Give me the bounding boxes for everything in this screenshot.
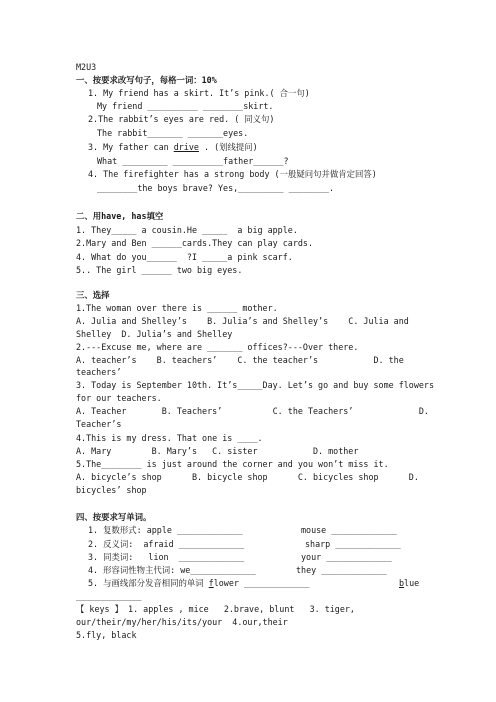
s2-line-3: 4. What do you______ ?I _____a pink scarf.	[76, 252, 293, 262]
s3-q2: 2.---Excuse me, where are _______ offices?---Over there.	[76, 342, 359, 352]
keys-line-2: our/their/my/her/his/its/your 4.our,their	[76, 617, 288, 627]
s4-line-2-right: sharp _____________	[305, 539, 401, 549]
section-2-heading: 二、用have, has填空	[76, 211, 164, 221]
s1-line-3: 2.The rabbit’s eyes are red. ( 同义句)	[88, 114, 275, 124]
section-1-heading: 一、按要求改写句子，每格一词：10%	[76, 75, 217, 85]
s1-line-6: What _________ __________father______?	[97, 156, 289, 166]
s4-line-5-prompt: 5. 与画线部分发音相同的单词	[88, 578, 209, 588]
s4-line-5-word: lower _____________	[213, 578, 310, 588]
s4-line-5	[88, 578, 310, 588]
underlined-letter-f: f	[208, 578, 214, 588]
s4-line-1-left: 1. 复数形式: apple _____________	[88, 525, 243, 535]
s1-line-1: 1. My friend has a skirt. It’s pink.( 合一句)	[88, 88, 310, 98]
s4-line-3-right: your _____________	[301, 552, 392, 562]
s4-line-4-left: 4. 形容词性物主代词: we_____________	[88, 565, 256, 575]
s3-q3-options-a: A. Teacher B. Teachers’ C. the Teachers’ D.	[76, 406, 429, 416]
s3-q3-options-b: Teacher’s	[76, 419, 122, 429]
doc-title: M2U3	[76, 62, 97, 72]
s4-line-5-blue-rest: lue	[404, 578, 420, 588]
s2-line-4: 5.. The girl ______ two big eyes.	[76, 265, 243, 275]
underlined-letter-b: b	[399, 578, 405, 588]
s1-line-8: ________the boys brave? Yes,_________ ________.	[97, 183, 334, 193]
s3-q5: 5.The________ is just around the corner and you won’t miss it.	[76, 459, 389, 469]
s3-q1-options-a: A. Julia and Shelley’s B. Julia’s and Shelley’s C. Julia and	[76, 316, 409, 326]
s3-q2-options-b: teachers’	[76, 367, 122, 377]
s4-line-5-blue	[399, 578, 419, 588]
s4-line-6: _____________	[76, 591, 142, 601]
s3-q5-options-b: bicycles’ shop	[76, 485, 147, 495]
s4-line-4-right: they _____________	[296, 565, 387, 575]
s3-q3-line-1: 3. Today is September 10th. It’s_____Day. Let’s go and buy some flowers	[76, 380, 434, 390]
s4-line-2-left: 2. 反义词: afraid _____________	[88, 539, 245, 549]
s1-line-5-a: 3. My father can	[88, 142, 174, 152]
s2-line-1: 1. They_____ a cousin.He _____ a big apple.	[76, 225, 298, 235]
s1-line-5-c: . (划线提问)	[198, 142, 258, 152]
s3-q2-options-a: A. teacher’s B. teachers’ C. the teacher’s D. the	[76, 355, 404, 365]
s3-q1: 1.The woman over there is ______ mother.	[76, 303, 278, 313]
s4-line-1-right: mouse _____________	[301, 525, 397, 535]
s3-q1-options-b: Shelley D. Julia’s and Shelley	[76, 329, 233, 339]
section-3-heading: 三、选择	[76, 290, 110, 300]
s1-line-5	[88, 142, 258, 152]
s1-line-4: The rabbit_______ _______eyes.	[97, 128, 249, 138]
s3-q4: 4.This is my dress. That one is ____.	[76, 433, 263, 443]
keys-line-1: 【 keys 】 1. apples , mice 2.brave, blunt 3. tiger,	[76, 604, 355, 614]
s2-line-2: 2.Mary and Ben ______cards.They can play cards.	[76, 238, 313, 248]
s4-line-3-left: 3. 同类词: lion _____________	[88, 552, 245, 562]
s3-q4-options: A. Mary B. Mary’s C. sister D. mother	[76, 446, 359, 456]
keys-line-3: 5.fly, black	[76, 630, 137, 640]
underlined-word: drive	[173, 142, 199, 152]
s1-line-7: 4. The firefighter has a strong body (一般疑问句并做肯定回答)	[88, 169, 377, 179]
s3-q5-options-a: A. bicycle’s shop B. bicycle shop C. bicycles shop D.	[76, 472, 419, 482]
section-4-heading: 四、按要求写单词。	[76, 512, 152, 522]
s3-q3-line-2: for our teachers.	[76, 393, 162, 403]
s1-line-2: My friend __________ ________skirt.	[97, 101, 274, 111]
